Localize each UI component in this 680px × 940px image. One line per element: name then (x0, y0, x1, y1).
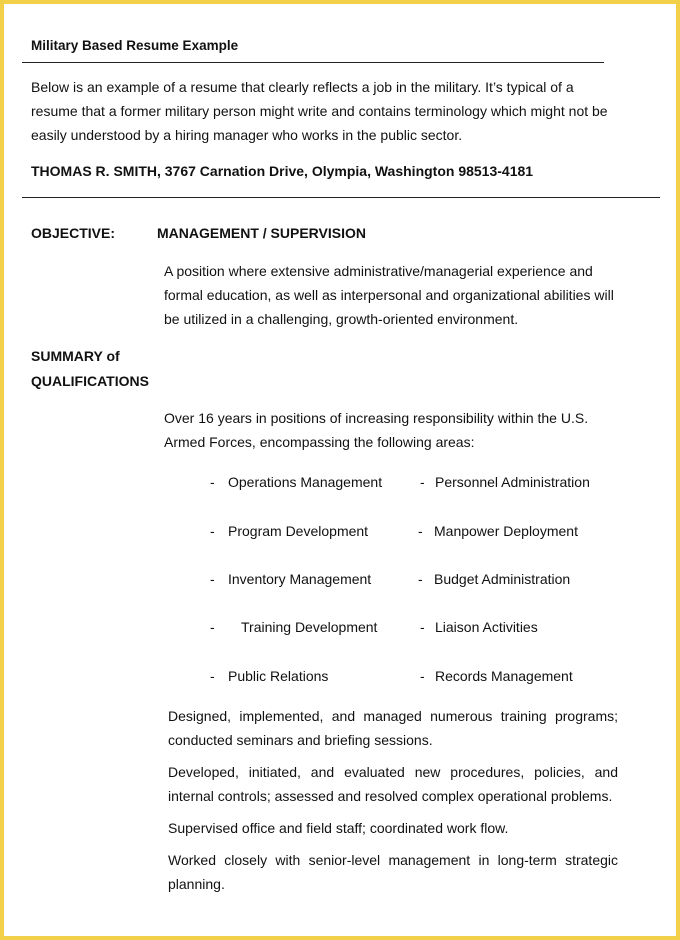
intro-line: resume that a former military person might write and contains terminology which might not be (31, 103, 608, 119)
summary-paragraph: Developed, initiated, and evaluated new procedures, policies, and internal controls; assessed and resolved complex operational problems. (168, 764, 618, 804)
dash-bullet: - (420, 474, 425, 490)
contact-line: THOMAS R. SMITH, 3767 Carnation Drive, Olympia, Washington 98513-4181 (31, 163, 534, 179)
dash-bullet: - (210, 523, 215, 539)
area-item: Liaison Activities (435, 619, 538, 635)
dash-bullet: - (420, 668, 425, 684)
objective-line: A position where extensive administrative/managerial experience and (164, 263, 593, 279)
summary-paragraph: Supervised office and field staff; coordinated work flow. (168, 820, 509, 836)
dash-bullet: - (418, 571, 423, 587)
resume-page (4, 4, 676, 936)
objective-line: be utilized in a challenging, growth-oriented environment. (164, 311, 519, 327)
dash-bullet: - (210, 571, 215, 587)
objective-heading: MANAGEMENT / SUPERVISION (157, 225, 366, 241)
area-item: Records Management (435, 668, 573, 684)
dash-bullet: - (420, 619, 425, 635)
intro-line: Below is an example of a resume that clearly reflects a job in the military. It’s typical of a (31, 79, 574, 95)
area-item: Manpower Deployment (434, 523, 578, 539)
summary-paragraph: Designed, implemented, and managed numerous training programs; conducted seminars and briefing sessions. (168, 708, 618, 748)
dash-bullet: - (210, 619, 215, 635)
dash-bullet: - (418, 523, 423, 539)
area-item: Inventory Management (228, 571, 372, 587)
summary-paragraph: Worked closely with senior-level management in long-term strategic planning. (168, 852, 618, 892)
area-item: Training Development (241, 619, 378, 635)
summary-label-line1: SUMMARY of (31, 348, 120, 364)
area-item: Budget Administration (434, 571, 571, 587)
area-item: Personnel Administration (435, 474, 590, 490)
area-item: Operations Management (228, 474, 383, 490)
area-item: Public Relations (228, 668, 329, 684)
intro-line: easily understood by a hiring manager who works in the public sector. (31, 127, 463, 143)
summary-label-line2: QUALIFICATIONS (31, 373, 149, 389)
summary-line: Armed Forces, encompassing the following areas: (164, 434, 475, 450)
dash-bullet: - (210, 474, 215, 490)
area-item: Program Development (228, 523, 369, 539)
objective-line: formal education, as well as interpersonal and organizational abilities will (164, 287, 614, 303)
dash-bullet: - (210, 668, 215, 684)
title-divider (22, 62, 604, 63)
header-divider (22, 197, 660, 198)
objective-label: OBJECTIVE: (31, 225, 116, 241)
summary-line: Over 16 years in positions of increasing responsibility within the U.S. (164, 410, 589, 426)
document-title: Military Based Resume Example (31, 38, 239, 53)
